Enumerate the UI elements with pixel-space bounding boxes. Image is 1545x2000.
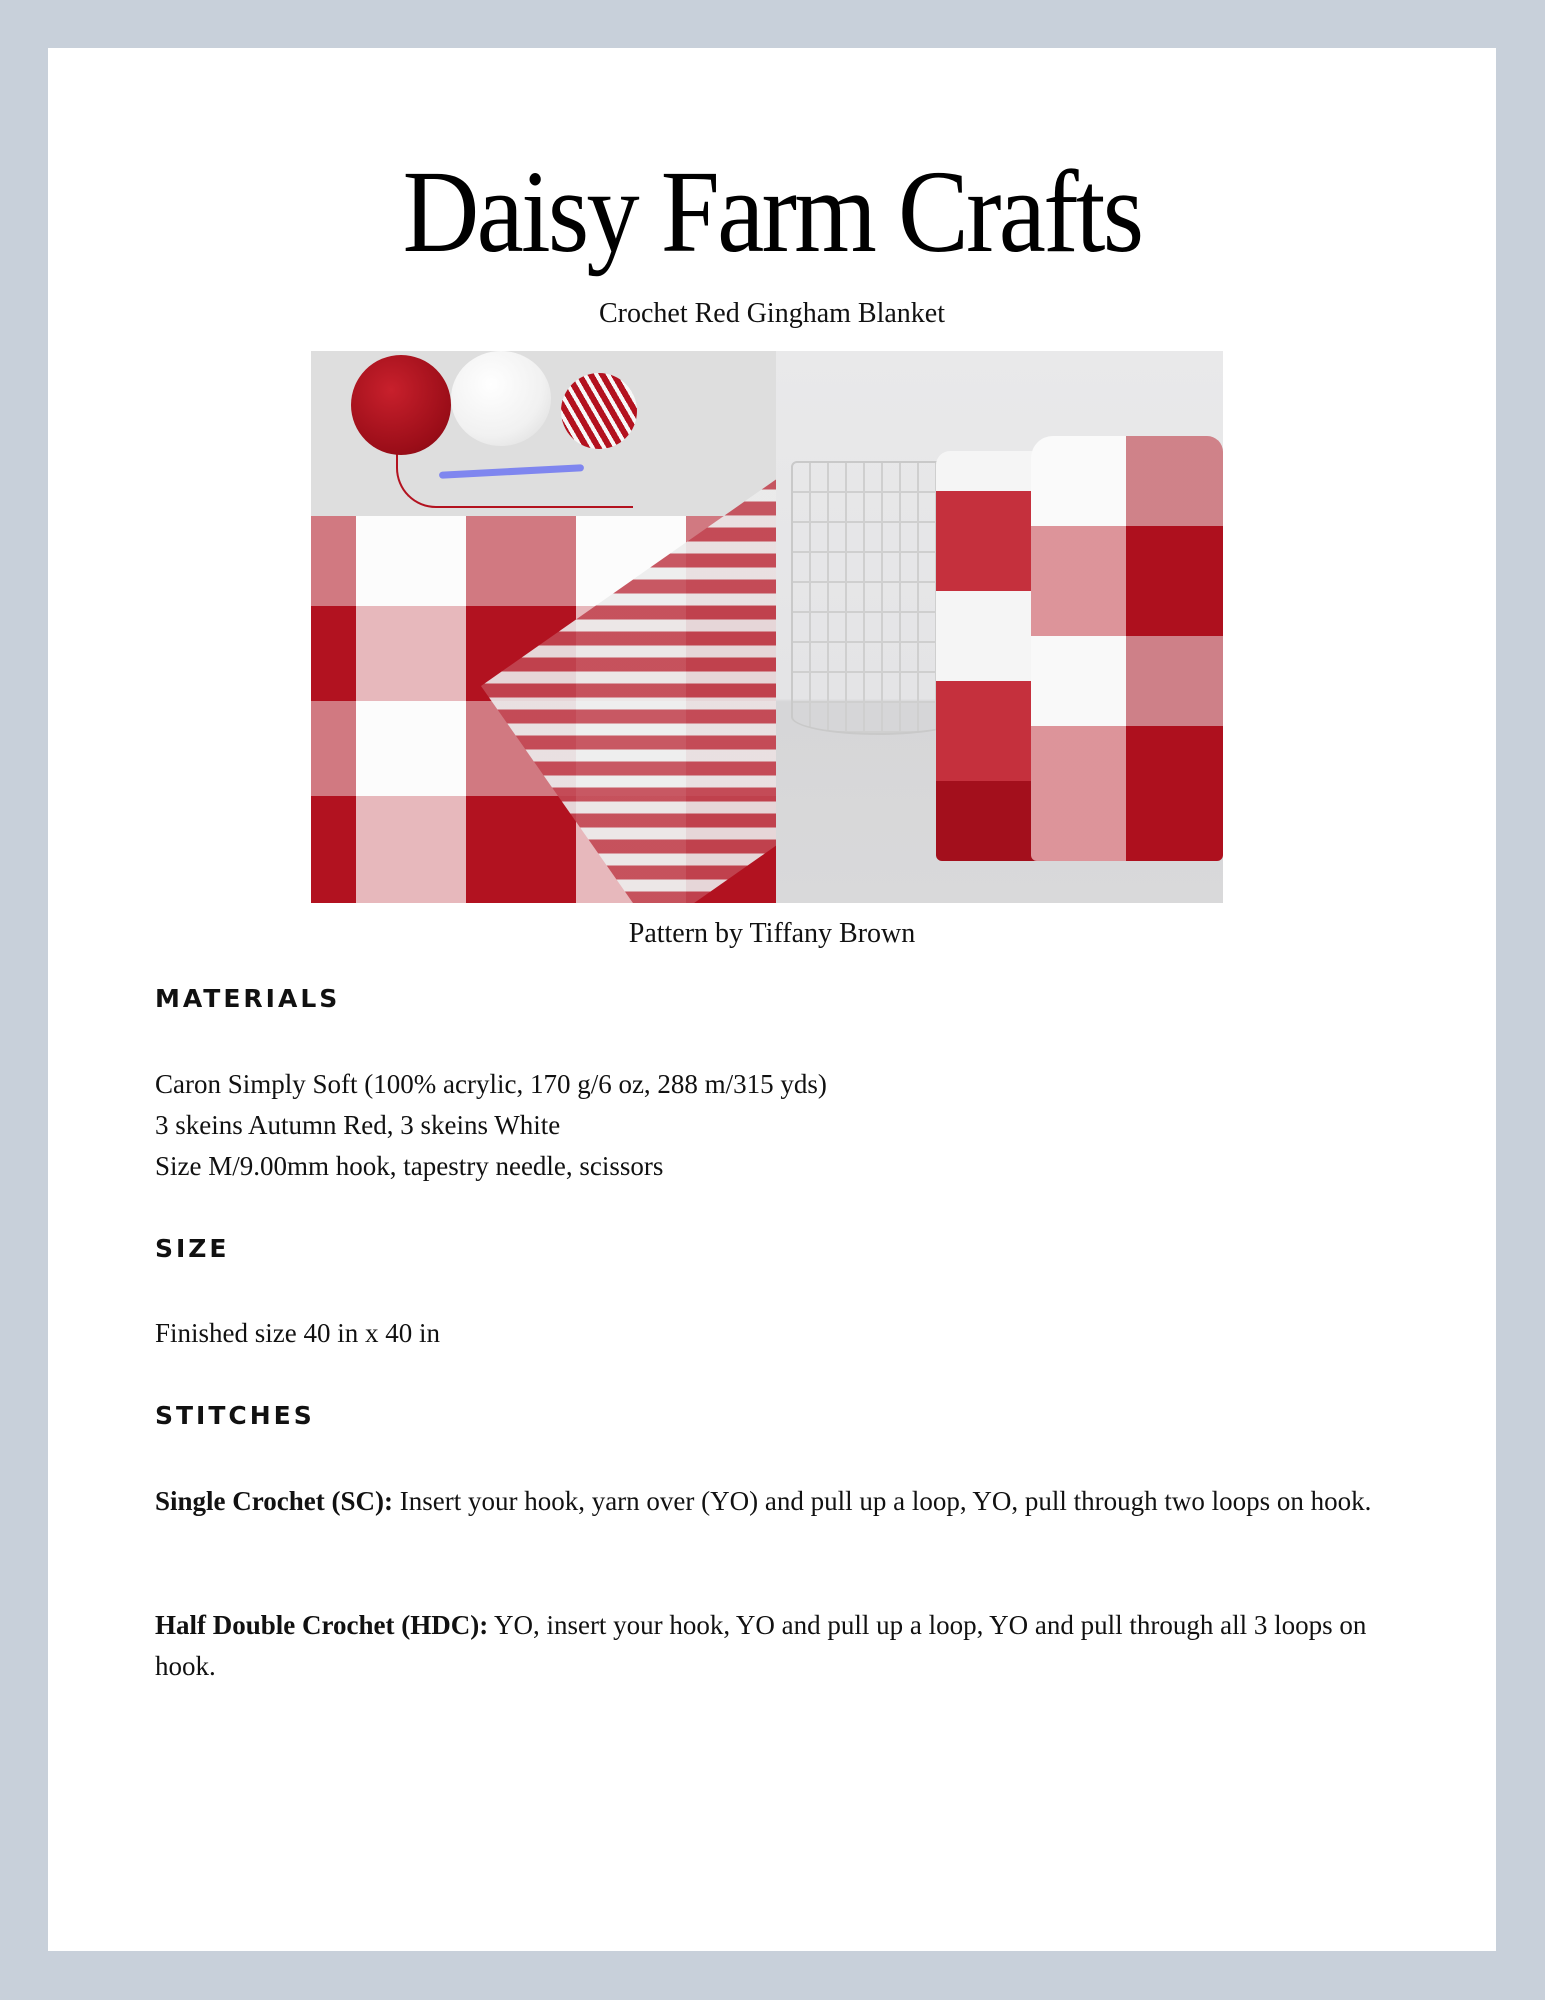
red-yarn-ball-image (351, 355, 451, 455)
materials-line: Caron Simply Soft (100% acrylic, 170 g/6 oz, 288 m/315 yds) (155, 1069, 827, 1099)
white-yarn-ball-image (451, 351, 551, 446)
materials-list (155, 1064, 1395, 1187)
photo-panel (311, 351, 1223, 903)
yarn-strand-image (396, 446, 633, 508)
mixed-yarn-ball-image (561, 373, 637, 449)
blanket-basket-photo (776, 351, 1223, 903)
stitches-heading: STITCHES (155, 1401, 315, 1430)
stitch-description: YO, insert your hook, YO and pull up a loop, YO and pull through all 3 loops on hook. (155, 1610, 1367, 1681)
stitch-definition-hdc (155, 1605, 1395, 1687)
materials-line: Size M/9.00mm hook, tapestry needle, scissors (155, 1151, 664, 1181)
size-heading: SIZE (155, 1234, 230, 1263)
document-page (48, 48, 1496, 1951)
stitch-term: Half Double Crochet (HDC): (155, 1610, 489, 1640)
blanket-front-fold-image (1031, 436, 1223, 861)
materials-line: 3 skeins Autumn Red, 3 skeins White (155, 1110, 561, 1140)
size-text: Finished size 40 in x 40 in (155, 1318, 440, 1348)
yarn-and-blanket-photo (311, 351, 776, 903)
stitch-definition-sc (155, 1481, 1395, 1522)
materials-heading: MATERIALS (155, 984, 341, 1013)
brand-title: Daisy Farm Crafts (402, 146, 1142, 277)
pattern-subtitle: Crochet Red Gingham Blanket (598, 298, 946, 329)
stitch-term: Single Crochet (SC): (155, 1486, 393, 1516)
stitch-description: Insert your hook, yarn over (YO) and pull up a loop, YO, pull through two loops on hook. (392, 1486, 1372, 1516)
photo-caption: Pattern by Tiffany Brown (628, 918, 916, 949)
